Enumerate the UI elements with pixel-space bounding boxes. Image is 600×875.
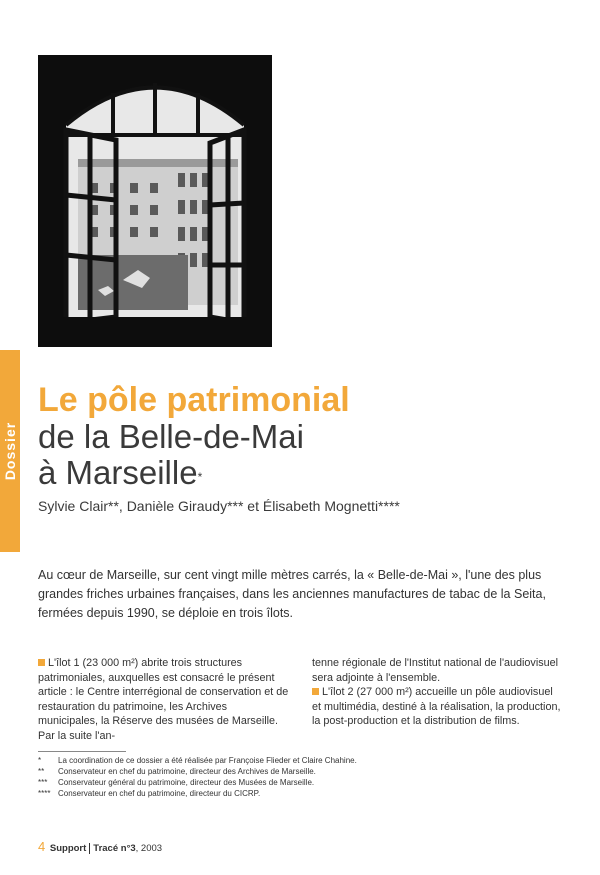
body-right-item: L'îlot 2 (27 000 m²) accueille un pôle audiovisuel et multimédia, destiné à la réalisation, la production, la post-production et la distribution de films. [312, 686, 561, 727]
window-photo [38, 55, 272, 347]
article-title-line-3-text: à Marseille [38, 454, 198, 491]
journal-issue: Tracé n°3 [93, 843, 136, 854]
body-column-right [312, 656, 564, 729]
orange-square-bullet-icon [312, 688, 319, 695]
footer-separator [89, 843, 90, 854]
body-left-text: L'îlot 1 (23 000 m²) abrite trois structures patrimoniales, auxquelles est consacré le présent article : le Centre interrégional de conservation et de restauration du patrimoine, les Archives municipales, la Réserve des musées de Marseille. Par la suite l'an- [38, 657, 289, 742]
article-title-line-2: de la Belle-de-Mai [38, 418, 304, 455]
footnotes [38, 755, 578, 799]
footnote-text: Conservateur en chef du patrimoine, directeur du CICRP. [58, 789, 261, 798]
article-intro: Au cœur de Marseille, sur cent vingt mille mètres carrés, la « Belle-de-Mai », l'une des plus grandes friches urbaines françaises, dans les anciennes manufactures de tabac de la Seita, fermées depuis 1990, se déploie en trois îlots. [38, 568, 546, 620]
footnote-item [38, 766, 578, 777]
dossier-section-tab [0, 350, 20, 552]
journal-year: , 2003 [135, 843, 163, 854]
footnote-divider [38, 751, 126, 752]
footnote-text: Conservateur en chef du patrimoine, directeur des Archives de Marseille. [58, 767, 316, 776]
dossier-label: Dossier [2, 421, 18, 481]
orange-square-bullet-icon [38, 659, 45, 666]
footnote-mark: **** [38, 789, 51, 798]
body-right-continuation: tenne régionale de l'Institut national de l'audiovisuel sera adjointe à l'ensemble. [312, 657, 559, 684]
footnote-item [38, 777, 578, 788]
page-number: 4 [38, 839, 46, 854]
article-authors: Sylvie Clair**, Danièle Giraudy*** et Élisabeth Mognetti**** [38, 498, 400, 514]
title-footnote-mark: * [197, 470, 203, 484]
footnote-mark: *** [38, 778, 48, 787]
footnote-text: La coordination de ce dossier a été réalisée par Françoise Flieder et Claire Chahine. [58, 756, 357, 765]
body-column-left [38, 656, 290, 743]
footnote-mark: ** [38, 767, 45, 776]
article-title-line-3 [38, 454, 202, 492]
footnote-item [38, 755, 578, 766]
footnote-text: Conservateur général du patrimoine, directeur des Musées de Marseille. [58, 778, 315, 787]
footnote-mark: * [38, 756, 42, 765]
journal-name: Support [49, 843, 87, 854]
footnote-item [38, 788, 578, 799]
article-title-accent: Le pôle patrimonial [38, 381, 350, 419]
page-footer [38, 839, 162, 854]
